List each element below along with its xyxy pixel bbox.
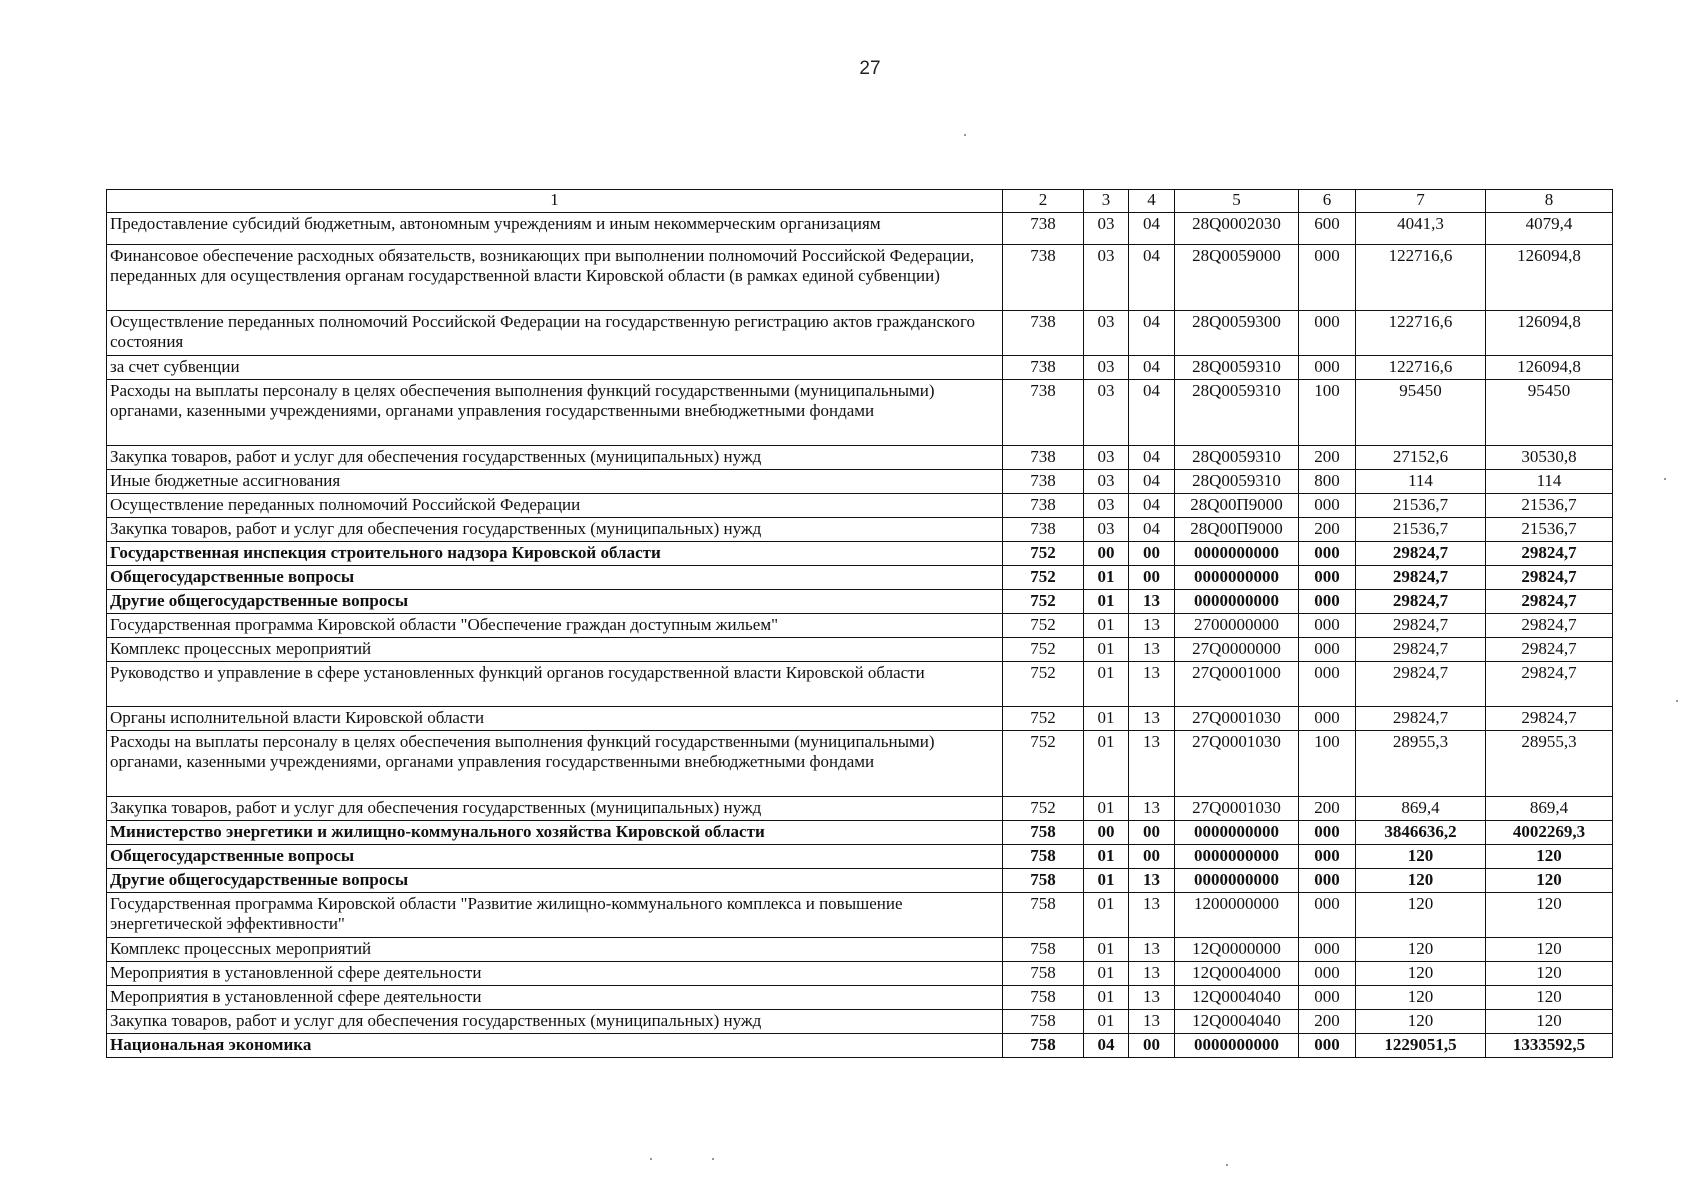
cell-name: Комплекс процессных мероприятий	[107, 938, 1003, 962]
cell-amount-year-1: 869,4	[1356, 797, 1486, 821]
header-col-1: 1	[107, 190, 1003, 213]
header-col-3: 3	[1084, 190, 1129, 213]
cell-section: 00	[1084, 821, 1129, 845]
cell-section: 01	[1084, 893, 1129, 938]
cell-name: Закупка товаров, работ и услуг для обеспечения государственных (муниципальных) нужд	[107, 518, 1003, 542]
cell-target-item: 28Q0059310	[1175, 380, 1299, 446]
cell-section: 03	[1084, 311, 1129, 356]
cell-amount-year-1: 3846636,2	[1356, 821, 1486, 845]
cell-section: 03	[1084, 470, 1129, 494]
cell-name: Государственная программа Кировской области "Развитие жилищно-коммунального комплекса и повышение энергетической эффективности"	[107, 893, 1003, 938]
cell-target-item: 28Q0059310	[1175, 356, 1299, 380]
cell-ministry-code: 758	[1003, 821, 1084, 845]
cell-target-item: 27Q0000000	[1175, 638, 1299, 662]
cell-target-item: 12Q0004040	[1175, 1010, 1299, 1034]
cell-expense-type: 000	[1299, 962, 1356, 986]
cell-target-item: 0000000000	[1175, 821, 1299, 845]
table-row	[107, 356, 1613, 380]
cell-name: Осуществление переданных полномочий Российской Федерации на государственную регистрацию актов гражданского состояния	[107, 311, 1003, 356]
table-row	[107, 662, 1613, 707]
cell-amount-year-2: 120	[1486, 962, 1613, 986]
cell-amount-year-1: 120	[1356, 893, 1486, 938]
cell-section: 03	[1084, 245, 1129, 311]
table-row	[107, 1010, 1613, 1034]
cell-subsection: 13	[1129, 962, 1175, 986]
cell-section: 01	[1084, 638, 1129, 662]
cell-amount-year-1: 95450	[1356, 380, 1486, 446]
table-row	[107, 245, 1613, 311]
cell-expense-type: 000	[1299, 1034, 1356, 1058]
cell-ministry-code: 758	[1003, 962, 1084, 986]
cell-amount-year-2: 126094,8	[1486, 356, 1613, 380]
cell-target-item: 0000000000	[1175, 1034, 1299, 1058]
cell-name: Предоставление субсидий бюджетным, автономным учреждениям и иным некоммерческим организациям	[107, 213, 1003, 245]
cell-section: 01	[1084, 566, 1129, 590]
cell-ministry-code: 738	[1003, 245, 1084, 311]
cell-subsection: 13	[1129, 731, 1175, 797]
cell-expense-type: 000	[1299, 614, 1356, 638]
cell-ministry-code: 738	[1003, 494, 1084, 518]
cell-expense-type: 200	[1299, 1010, 1356, 1034]
cell-expense-type: 000	[1299, 590, 1356, 614]
cell-amount-year-2: 1333592,5	[1486, 1034, 1613, 1058]
table-row	[107, 494, 1613, 518]
cell-amount-year-1: 120	[1356, 962, 1486, 986]
scan-speck	[964, 134, 966, 136]
cell-ministry-code: 752	[1003, 614, 1084, 638]
cell-target-item: 2700000000	[1175, 614, 1299, 638]
table-row	[107, 893, 1613, 938]
cell-name: Государственная программа Кировской области "Обеспечение граждан доступным жильем"	[107, 614, 1003, 638]
cell-name: Министерство энергетики и жилищно-коммунального хозяйства Кировской области	[107, 821, 1003, 845]
cell-expense-type: 000	[1299, 356, 1356, 380]
cell-amount-year-1: 29824,7	[1356, 707, 1486, 731]
cell-ministry-code: 752	[1003, 731, 1084, 797]
cell-section: 03	[1084, 446, 1129, 470]
cell-ministry-code: 758	[1003, 893, 1084, 938]
table-body	[107, 213, 1613, 1058]
table-row	[107, 938, 1613, 962]
cell-target-item: 27Q0001030	[1175, 797, 1299, 821]
cell-name: Мероприятия в установленной сфере деятельности	[107, 962, 1003, 986]
cell-subsection: 13	[1129, 707, 1175, 731]
cell-amount-year-2: 120	[1486, 869, 1613, 893]
cell-expense-type: 200	[1299, 518, 1356, 542]
cell-target-item: 12Q0004000	[1175, 962, 1299, 986]
cell-target-item: 28Q0059310	[1175, 470, 1299, 494]
cell-target-item: 0000000000	[1175, 566, 1299, 590]
table-row	[107, 731, 1613, 797]
cell-section: 00	[1084, 542, 1129, 566]
cell-subsection: 04	[1129, 446, 1175, 470]
cell-amount-year-1: 29824,7	[1356, 662, 1486, 707]
cell-subsection: 13	[1129, 869, 1175, 893]
cell-amount-year-1: 120	[1356, 869, 1486, 893]
cell-amount-year-2: 28955,3	[1486, 731, 1613, 797]
cell-expense-type: 000	[1299, 821, 1356, 845]
cell-name: Закупка товаров, работ и услуг для обеспечения государственных (муниципальных) нужд	[107, 797, 1003, 821]
cell-expense-type: 000	[1299, 566, 1356, 590]
cell-amount-year-2: 95450	[1486, 380, 1613, 446]
cell-section: 01	[1084, 731, 1129, 797]
header-col-7: 7	[1356, 190, 1486, 213]
cell-subsection: 13	[1129, 938, 1175, 962]
cell-section: 01	[1084, 845, 1129, 869]
cell-amount-year-1: 1229051,5	[1356, 1034, 1486, 1058]
budget-table	[106, 189, 1613, 1058]
cell-expense-type: 000	[1299, 845, 1356, 869]
cell-name: Государственная инспекция строительного надзора Кировской области	[107, 542, 1003, 566]
cell-expense-type: 000	[1299, 245, 1356, 311]
cell-name: Закупка товаров, работ и услуг для обеспечения государственных (муниципальных) нужд	[107, 446, 1003, 470]
scan-speck	[1226, 1164, 1228, 1166]
table-row	[107, 1034, 1613, 1058]
cell-amount-year-1: 29824,7	[1356, 614, 1486, 638]
cell-amount-year-1: 29824,7	[1356, 638, 1486, 662]
table-row	[107, 614, 1613, 638]
cell-amount-year-2: 29824,7	[1486, 614, 1613, 638]
cell-amount-year-2: 120	[1486, 1010, 1613, 1034]
cell-amount-year-1: 29824,7	[1356, 566, 1486, 590]
cell-amount-year-2: 4079,4	[1486, 213, 1613, 245]
header-col-6: 6	[1299, 190, 1356, 213]
cell-name: Расходы на выплаты персоналу в целях обеспечения выполнения функций государственными (муниципальными) органами, казенными учреждениями, органами управления государственными внебюджетными фондами	[107, 731, 1003, 797]
cell-name: Финансовое обеспечение расходных обязательств, возникающих при выполнении полномочий Российской Федерации, переданных для осуществления органам государственной власти Кировской области (в рамках единой субвенции)	[107, 245, 1003, 311]
cell-expense-type: 000	[1299, 311, 1356, 356]
cell-subsection: 04	[1129, 494, 1175, 518]
cell-name: Другие общегосударственные вопросы	[107, 590, 1003, 614]
cell-target-item: 28Q0002030	[1175, 213, 1299, 245]
table-row	[107, 707, 1613, 731]
cell-subsection: 13	[1129, 1010, 1175, 1034]
cell-expense-type: 800	[1299, 470, 1356, 494]
cell-section: 03	[1084, 213, 1129, 245]
cell-amount-year-1: 21536,7	[1356, 518, 1486, 542]
cell-name: Общегосударственные вопросы	[107, 845, 1003, 869]
cell-amount-year-2: 30530,8	[1486, 446, 1613, 470]
cell-target-item: 27Q0001030	[1175, 707, 1299, 731]
scan-speck	[650, 1158, 652, 1160]
cell-target-item: 12Q0004040	[1175, 986, 1299, 1010]
table-row	[107, 311, 1613, 356]
cell-target-item: 0000000000	[1175, 590, 1299, 614]
cell-subsection: 04	[1129, 470, 1175, 494]
cell-expense-type: 000	[1299, 869, 1356, 893]
cell-expense-type: 000	[1299, 662, 1356, 707]
cell-expense-type: 000	[1299, 938, 1356, 962]
cell-ministry-code: 758	[1003, 869, 1084, 893]
cell-section: 03	[1084, 356, 1129, 380]
cell-amount-year-2: 21536,7	[1486, 518, 1613, 542]
cell-name: Другие общегосударственные вопросы	[107, 869, 1003, 893]
cell-expense-type: 200	[1299, 446, 1356, 470]
cell-section: 01	[1084, 962, 1129, 986]
cell-subsection: 04	[1129, 311, 1175, 356]
cell-amount-year-1: 122716,6	[1356, 356, 1486, 380]
cell-ministry-code: 738	[1003, 213, 1084, 245]
cell-section: 01	[1084, 797, 1129, 821]
cell-amount-year-2: 120	[1486, 938, 1613, 962]
cell-amount-year-2: 114	[1486, 470, 1613, 494]
cell-expense-type: 000	[1299, 986, 1356, 1010]
cell-subsection: 00	[1129, 821, 1175, 845]
cell-amount-year-1: 120	[1356, 845, 1486, 869]
cell-section: 01	[1084, 869, 1129, 893]
cell-expense-type: 000	[1299, 707, 1356, 731]
cell-ministry-code: 738	[1003, 380, 1084, 446]
cell-amount-year-1: 29824,7	[1356, 542, 1486, 566]
cell-subsection: 13	[1129, 662, 1175, 707]
cell-amount-year-2: 29824,7	[1486, 590, 1613, 614]
cell-ministry-code: 758	[1003, 1010, 1084, 1034]
cell-amount-year-2: 29824,7	[1486, 542, 1613, 566]
cell-amount-year-2: 126094,8	[1486, 245, 1613, 311]
cell-amount-year-1: 122716,6	[1356, 311, 1486, 356]
cell-amount-year-2: 126094,8	[1486, 311, 1613, 356]
header-col-4: 4	[1129, 190, 1175, 213]
cell-target-item: 27Q0001030	[1175, 731, 1299, 797]
cell-subsection: 00	[1129, 542, 1175, 566]
cell-amount-year-2: 29824,7	[1486, 566, 1613, 590]
cell-ministry-code: 752	[1003, 566, 1084, 590]
cell-name: Органы исполнительной власти Кировской области	[107, 707, 1003, 731]
cell-subsection: 00	[1129, 845, 1175, 869]
cell-amount-year-1: 29824,7	[1356, 590, 1486, 614]
cell-expense-type: 000	[1299, 494, 1356, 518]
cell-target-item: 28Q00П9000	[1175, 518, 1299, 542]
cell-name: Иные бюджетные ассигнования	[107, 470, 1003, 494]
cell-amount-year-2: 120	[1486, 986, 1613, 1010]
cell-target-item: 12Q0000000	[1175, 938, 1299, 962]
scan-speck	[1676, 700, 1678, 702]
cell-subsection: 00	[1129, 566, 1175, 590]
cell-subsection: 13	[1129, 986, 1175, 1010]
cell-amount-year-1: 120	[1356, 938, 1486, 962]
cell-subsection: 04	[1129, 245, 1175, 311]
cell-ministry-code: 758	[1003, 845, 1084, 869]
cell-subsection: 00	[1129, 1034, 1175, 1058]
cell-target-item: 28Q00П9000	[1175, 494, 1299, 518]
cell-target-item: 28Q0059310	[1175, 446, 1299, 470]
cell-ministry-code: 752	[1003, 662, 1084, 707]
cell-ministry-code: 752	[1003, 638, 1084, 662]
cell-subsection: 04	[1129, 518, 1175, 542]
cell-expense-type: 200	[1299, 797, 1356, 821]
cell-ministry-code: 758	[1003, 986, 1084, 1010]
header-col-2: 2	[1003, 190, 1084, 213]
cell-ministry-code: 752	[1003, 797, 1084, 821]
table-row	[107, 821, 1613, 845]
cell-expense-type: 000	[1299, 638, 1356, 662]
cell-ministry-code: 752	[1003, 707, 1084, 731]
cell-section: 03	[1084, 380, 1129, 446]
cell-section: 01	[1084, 986, 1129, 1010]
cell-subsection: 13	[1129, 797, 1175, 821]
cell-expense-type: 100	[1299, 380, 1356, 446]
cell-name: за счет субвенции	[107, 356, 1003, 380]
cell-ministry-code: 738	[1003, 470, 1084, 494]
cell-subsection: 13	[1129, 614, 1175, 638]
cell-amount-year-2: 29824,7	[1486, 707, 1613, 731]
cell-amount-year-1: 122716,6	[1356, 245, 1486, 311]
cell-ministry-code: 752	[1003, 542, 1084, 566]
cell-section: 01	[1084, 707, 1129, 731]
cell-expense-type: 000	[1299, 542, 1356, 566]
cell-expense-type: 600	[1299, 213, 1356, 245]
scan-speck	[1664, 478, 1666, 480]
cell-target-item: 28Q0059300	[1175, 311, 1299, 356]
page-number: 27	[859, 58, 881, 79]
cell-subsection: 04	[1129, 380, 1175, 446]
cell-amount-year-1: 114	[1356, 470, 1486, 494]
table-row	[107, 638, 1613, 662]
cell-section: 04	[1084, 1034, 1129, 1058]
cell-expense-type: 100	[1299, 731, 1356, 797]
cell-target-item: 0000000000	[1175, 542, 1299, 566]
scan-speck	[712, 1158, 714, 1160]
table-row	[107, 986, 1613, 1010]
cell-subsection: 13	[1129, 590, 1175, 614]
cell-amount-year-1: 21536,7	[1356, 494, 1486, 518]
cell-amount-year-2: 869,4	[1486, 797, 1613, 821]
cell-expense-type: 000	[1299, 893, 1356, 938]
cell-ministry-code: 752	[1003, 590, 1084, 614]
cell-name: Расходы на выплаты персоналу в целях обеспечения выполнения функций государственными (муниципальными) органами, казенными учреждениями, органами управления государственными внебюджетными фондами	[107, 380, 1003, 446]
cell-subsection: 13	[1129, 638, 1175, 662]
cell-name: Национальная экономика	[107, 1034, 1003, 1058]
table-row	[107, 542, 1613, 566]
cell-amount-year-1: 27152,6	[1356, 446, 1486, 470]
cell-target-item: 0000000000	[1175, 869, 1299, 893]
cell-section: 01	[1084, 614, 1129, 638]
table-row	[107, 446, 1613, 470]
cell-amount-year-2: 21536,7	[1486, 494, 1613, 518]
cell-amount-year-1: 120	[1356, 1010, 1486, 1034]
cell-target-item: 27Q0001000	[1175, 662, 1299, 707]
cell-amount-year-2: 4002269,3	[1486, 821, 1613, 845]
cell-amount-year-1: 120	[1356, 986, 1486, 1010]
cell-section: 01	[1084, 938, 1129, 962]
header-col-5: 5	[1175, 190, 1299, 213]
cell-section: 01	[1084, 1010, 1129, 1034]
cell-name: Мероприятия в установленной сфере деятельности	[107, 986, 1003, 1010]
cell-subsection: 04	[1129, 213, 1175, 245]
cell-section: 01	[1084, 662, 1129, 707]
table-row	[107, 590, 1613, 614]
cell-name: Комплекс процессных мероприятий	[107, 638, 1003, 662]
cell-target-item: 28Q0059000	[1175, 245, 1299, 311]
table-row	[107, 380, 1613, 446]
cell-subsection: 13	[1129, 893, 1175, 938]
cell-target-item: 1200000000	[1175, 893, 1299, 938]
cell-ministry-code: 738	[1003, 446, 1084, 470]
cell-ministry-code: 758	[1003, 1034, 1084, 1058]
cell-subsection: 04	[1129, 356, 1175, 380]
cell-amount-year-2: 29824,7	[1486, 638, 1613, 662]
cell-section: 03	[1084, 518, 1129, 542]
table-row	[107, 869, 1613, 893]
cell-name: Закупка товаров, работ и услуг для обеспечения государственных (муниципальных) нужд	[107, 1010, 1003, 1034]
table-row	[107, 797, 1613, 821]
cell-amount-year-1: 4041,3	[1356, 213, 1486, 245]
cell-section: 01	[1084, 590, 1129, 614]
table-row	[107, 566, 1613, 590]
cell-amount-year-2: 120	[1486, 845, 1613, 869]
header-col-8: 8	[1486, 190, 1613, 213]
table-header-row	[107, 190, 1613, 213]
cell-amount-year-2: 29824,7	[1486, 662, 1613, 707]
table-row	[107, 962, 1613, 986]
cell-ministry-code: 738	[1003, 356, 1084, 380]
cell-name: Общегосударственные вопросы	[107, 566, 1003, 590]
cell-ministry-code: 738	[1003, 311, 1084, 356]
table-row	[107, 470, 1613, 494]
cell-name: Осуществление переданных полномочий Российской Федерации	[107, 494, 1003, 518]
cell-name: Руководство и управление в сфере установленных функций органов государственной власти Кировской области	[107, 662, 1003, 707]
cell-target-item: 0000000000	[1175, 845, 1299, 869]
table-row	[107, 845, 1613, 869]
table-row	[107, 213, 1613, 245]
cell-ministry-code: 758	[1003, 938, 1084, 962]
cell-ministry-code: 738	[1003, 518, 1084, 542]
cell-amount-year-2: 120	[1486, 893, 1613, 938]
cell-amount-year-1: 28955,3	[1356, 731, 1486, 797]
cell-section: 03	[1084, 494, 1129, 518]
table-row	[107, 518, 1613, 542]
